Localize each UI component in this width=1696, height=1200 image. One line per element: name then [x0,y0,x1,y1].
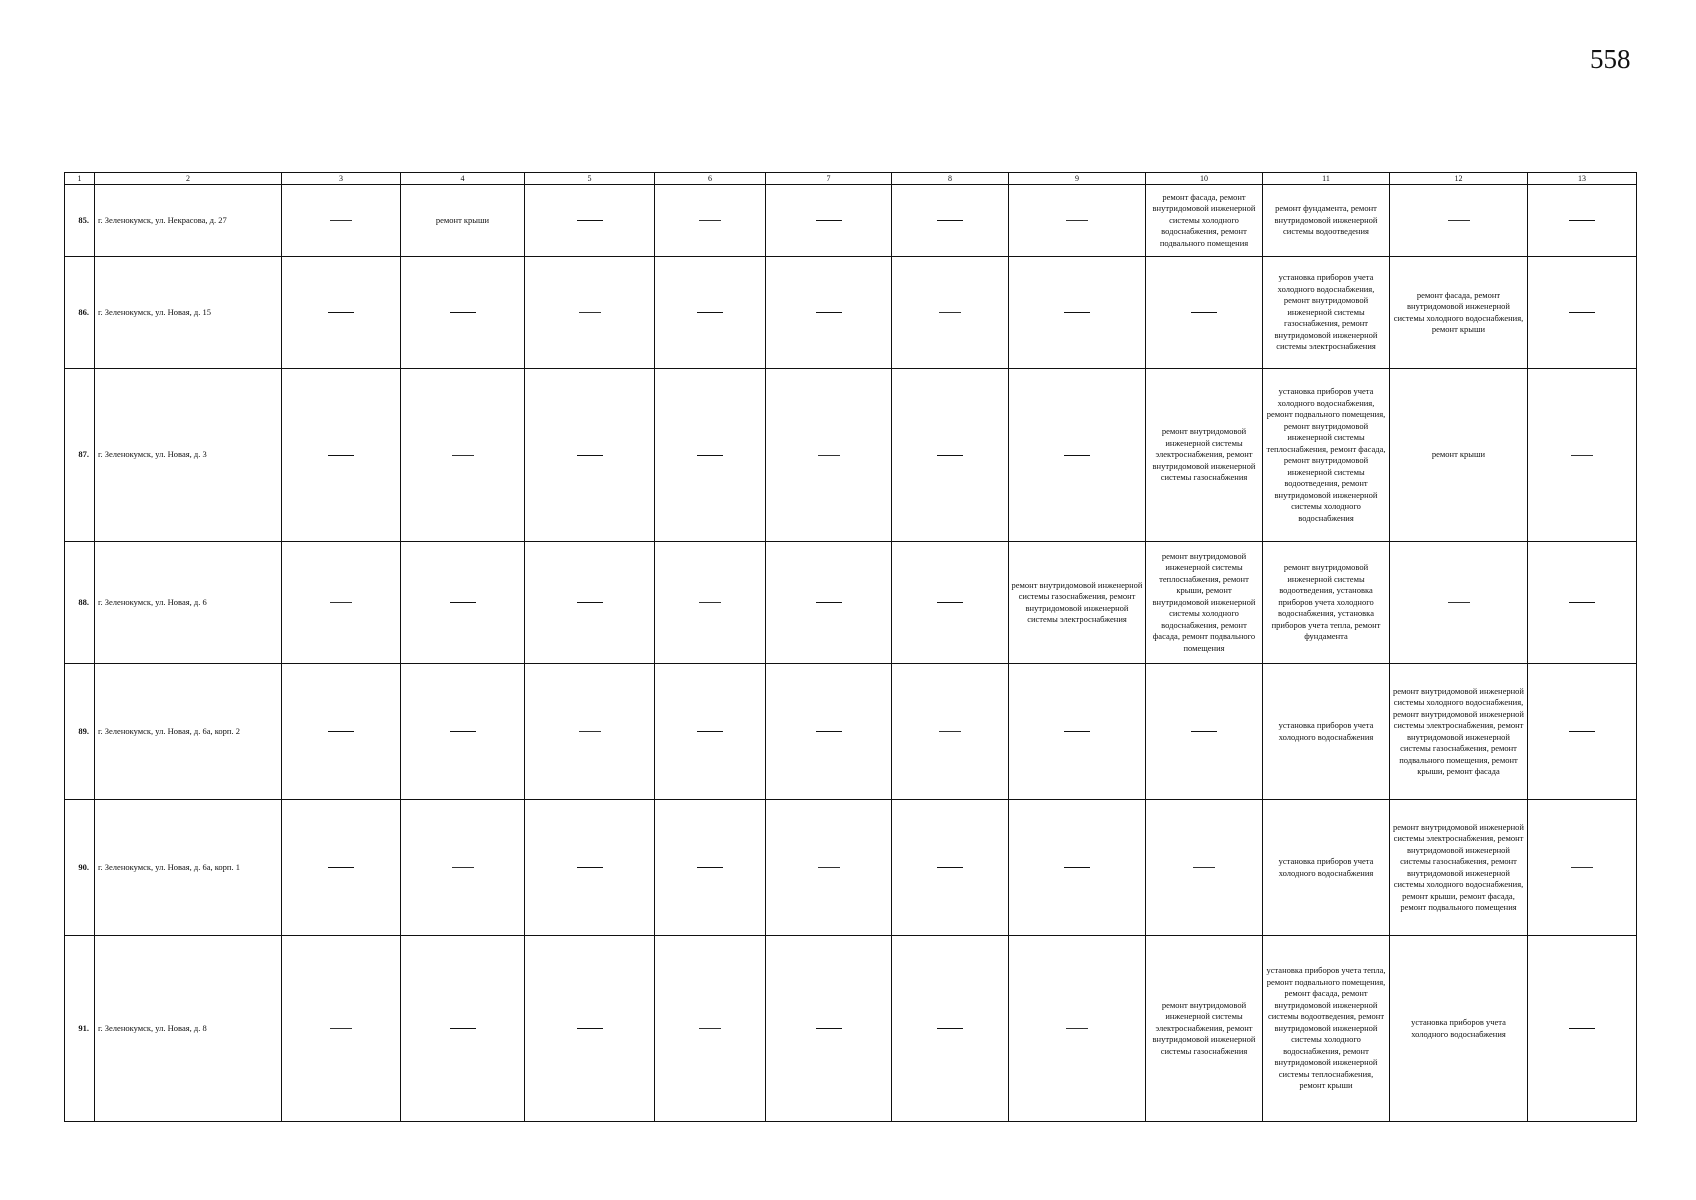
empty-dash-cell [401,936,525,1122]
dash-mark [1569,731,1595,732]
dash-mark [1064,455,1090,456]
dash-mark [1569,1028,1595,1029]
dash-mark [579,731,601,732]
dash-mark [699,602,721,603]
work-description-cell: ремонт внутридомовой инженерной системы газоснабжения, ремонт внутридомовой инженерной системы электроснабжения [1009,542,1146,664]
work-description-cell: ремонт фундамента, ремонт внутридомовой инженерной системы водоотведения [1263,185,1390,257]
empty-dash-cell [892,257,1009,369]
empty-dash-cell [1146,257,1263,369]
dash-mark [1193,867,1215,868]
empty-dash-cell [1009,936,1146,1122]
row-number: 90. [65,800,95,936]
dash-mark [579,312,601,313]
empty-dash-cell [525,257,655,369]
dash-mark [816,731,842,732]
dash-mark [1569,602,1595,603]
column-number-5: 5 [525,173,655,185]
row-number: 88. [65,542,95,664]
dash-mark [328,312,354,313]
empty-dash-cell [282,257,401,369]
dash-mark [937,602,963,603]
dash-mark [1571,867,1593,868]
empty-dash-cell [766,257,892,369]
empty-dash-cell [1528,542,1637,664]
empty-dash-cell [1146,664,1263,800]
address-cell: г. Зеленокумск, ул. Новая, д. 15 [95,257,282,369]
work-description-cell: ремонт внутридомовой инженерной системы электроснабжения, ремонт внутридомовой инженерной системы газоснабжения [1146,936,1263,1122]
empty-dash-cell [1528,257,1637,369]
dash-mark [452,867,474,868]
dash-mark [937,1028,963,1029]
table-row [65,800,1637,936]
dash-mark [818,867,840,868]
work-description-cell: ремонт крыши [1390,369,1528,542]
empty-dash-cell [655,257,766,369]
empty-dash-cell [525,369,655,542]
dash-mark [328,867,354,868]
work-description-cell: установка приборов учета холодного водоснабжения [1263,664,1390,800]
work-description-cell: ремонт фасада, ремонт внутридомовой инженерной системы холодного водоснабжения, ремонт подвального помещения [1146,185,1263,257]
address-cell: г. Зеленокумск, ул. Новая, д. 6 [95,542,282,664]
table-row [65,936,1637,1122]
table-row [65,369,1637,542]
address-cell: г. Зеленокумск, ул. Новая, д. 3 [95,369,282,542]
empty-dash-cell [282,664,401,800]
column-number-11: 11 [1263,173,1390,185]
column-number-3: 3 [282,173,401,185]
column-number-4: 4 [401,173,525,185]
table-row [65,542,1637,664]
empty-dash-cell [892,800,1009,936]
dash-mark [816,1028,842,1029]
empty-dash-cell [1146,800,1263,936]
dash-mark [937,220,963,221]
empty-dash-cell [892,664,1009,800]
empty-dash-cell [525,800,655,936]
empty-dash-cell [282,936,401,1122]
table-body [65,173,1637,1122]
empty-dash-cell [766,664,892,800]
empty-dash-cell [401,664,525,800]
empty-dash-cell [655,664,766,800]
work-description-cell: ремонт внутридомовой инженерной системы водоотведения, установка приборов учета холодного водоснабжения, установка приборов учета тепла, ремонт фундамента [1263,542,1390,664]
empty-dash-cell [1009,369,1146,542]
empty-dash-cell [1528,800,1637,936]
empty-dash-cell [766,800,892,936]
empty-dash-cell [525,542,655,664]
table-row [65,185,1637,257]
dash-mark [1064,867,1090,868]
empty-dash-cell [766,936,892,1122]
empty-dash-cell [1528,664,1637,800]
dash-mark [816,312,842,313]
column-number-12: 12 [1390,173,1528,185]
empty-dash-cell [1528,185,1637,257]
empty-dash-cell [892,369,1009,542]
column-number-2: 2 [95,173,282,185]
empty-dash-cell [655,542,766,664]
column-number-7: 7 [766,173,892,185]
dash-mark [818,455,840,456]
dash-mark [330,220,352,221]
row-number: 85. [65,185,95,257]
empty-dash-cell [1528,369,1637,542]
dash-mark [450,1028,476,1029]
empty-dash-cell [1009,664,1146,800]
dash-mark [697,731,723,732]
work-description-cell: ремонт внутридомовой инженерной системы электроснабжения, ремонт внутридомовой инженерной системы газоснабжения, ремонт внутридомовой инженерной системы холодного водоснабжения, ремонт крыши, ремонт фасада, ремонт подвального помещения [1390,800,1528,936]
empty-dash-cell [1009,257,1146,369]
dash-mark [939,731,961,732]
work-description-cell: установка приборов учета тепла, ремонт подвального помещения, ремонт фасада, ремонт внутридомовой инженерной системы водоотведения, ремонт внутридомовой инженерной системы холодного водоснабжения, ремонт внутридомовой инженерной системы теплоснабжения, ремонт крыши [1263,936,1390,1122]
empty-dash-cell [525,185,655,257]
dash-mark [450,312,476,313]
empty-dash-cell [766,369,892,542]
work-description-cell: ремонт внутридомовой инженерной системы теплоснабжения, ремонт крыши, ремонт внутридомовой инженерной системы холодного водоснабжения, ремонт фасада, ремонт подвального помещения [1146,542,1263,664]
dash-mark [1064,312,1090,313]
dash-mark [577,455,603,456]
table-row [65,257,1637,369]
column-number-9: 9 [1009,173,1146,185]
dash-mark [577,220,603,221]
dash-mark [452,455,474,456]
empty-dash-cell [525,936,655,1122]
dash-mark [577,1028,603,1029]
empty-dash-cell [766,185,892,257]
column-number-6: 6 [655,173,766,185]
dash-mark [1191,312,1217,313]
empty-dash-cell [655,185,766,257]
table-row [65,664,1637,800]
dash-mark [699,1028,721,1029]
work-description-cell: установка приборов учета холодного водоснабжения, ремонт подвального помещения, ремонт внутридомовой инженерной системы теплоснабжения, ремонт фасада, ремонт внутридомовой инженерной системы водоотведения, ремонт внутридомовой инженерной системы холодного водоснабжения [1263,369,1390,542]
dash-mark [450,602,476,603]
empty-dash-cell [282,542,401,664]
empty-dash-cell [401,369,525,542]
work-description-cell: ремонт внутридомовой инженерной системы электроснабжения, ремонт внутридомовой инженерной системы газоснабжения [1146,369,1263,542]
dash-mark [697,312,723,313]
empty-dash-cell [1390,185,1528,257]
dash-mark [328,455,354,456]
address-cell: г. Зеленокумск, ул. Некрасова, д. 27 [95,185,282,257]
empty-dash-cell [892,185,1009,257]
dash-mark [1571,455,1593,456]
empty-dash-cell [655,800,766,936]
dash-mark [1066,220,1088,221]
empty-dash-cell [1390,542,1528,664]
column-number-10: 10 [1146,173,1263,185]
dash-mark [937,867,963,868]
empty-dash-cell [401,542,525,664]
empty-dash-cell [892,936,1009,1122]
dash-mark [697,867,723,868]
dash-mark [330,1028,352,1029]
column-number-row [65,173,1637,185]
dash-mark [699,220,721,221]
dash-mark [1569,312,1595,313]
work-description-cell: установка приборов учета холодного водоснабжения [1390,936,1528,1122]
empty-dash-cell [282,185,401,257]
address-cell: г. Зеленокумск, ул. Новая, д. 6а, корп. 2 [95,664,282,800]
dash-mark [1064,731,1090,732]
row-number: 89. [65,664,95,800]
empty-dash-cell [892,542,1009,664]
dash-mark [1448,602,1470,603]
dash-mark [1448,220,1470,221]
empty-dash-cell [1009,185,1146,257]
work-description-cell: установка приборов учета холодного водоснабжения [1263,800,1390,936]
column-number-13: 13 [1528,173,1637,185]
dash-mark [577,867,603,868]
empty-dash-cell [401,800,525,936]
empty-dash-cell [655,936,766,1122]
work-description-cell: ремонт фасада, ремонт внутридомовой инженерной системы холодного водоснабжения, ремонт крыши [1390,257,1528,369]
dash-mark [816,602,842,603]
dash-mark [1066,1028,1088,1029]
empty-dash-cell [282,369,401,542]
empty-dash-cell [1528,936,1637,1122]
empty-dash-cell [401,257,525,369]
dash-mark [937,455,963,456]
work-description-cell: ремонт внутридомовой инженерной системы холодного водоснабжения, ремонт внутридомовой инженерной системы электроснабжения, ремонт внутридомовой инженерной системы газоснабжения, ремонт подвального помещения, ремонт крыши, ремонт фасада [1390,664,1528,800]
dash-mark [697,455,723,456]
dash-mark [450,731,476,732]
repair-schedule-table [64,172,1637,1122]
dash-mark [1569,220,1595,221]
row-number: 86. [65,257,95,369]
page-number: 558 [1590,44,1631,74]
work-description-cell: установка приборов учета холодного водоснабжения, ремонт внутридомовой инженерной системы газоснабжения, ремонт внутридомовой инженерной системы электроснабжения [1263,257,1390,369]
empty-dash-cell [525,664,655,800]
empty-dash-cell [766,542,892,664]
dash-mark [939,312,961,313]
empty-dash-cell [1009,800,1146,936]
dash-mark [577,602,603,603]
column-number-8: 8 [892,173,1009,185]
row-number: 91. [65,936,95,1122]
column-number-1: 1 [65,173,95,185]
dash-mark [816,220,842,221]
empty-dash-cell [282,800,401,936]
address-cell: г. Зеленокумск, ул. Новая, д. 8 [95,936,282,1122]
address-cell: г. Зеленокумск, ул. Новая, д. 6а, корп. 1 [95,800,282,936]
dash-mark [330,602,352,603]
row-number: 87. [65,369,95,542]
dash-mark [328,731,354,732]
dash-mark [1191,731,1217,732]
empty-dash-cell [655,369,766,542]
work-description-cell: ремонт крыши [401,185,525,257]
